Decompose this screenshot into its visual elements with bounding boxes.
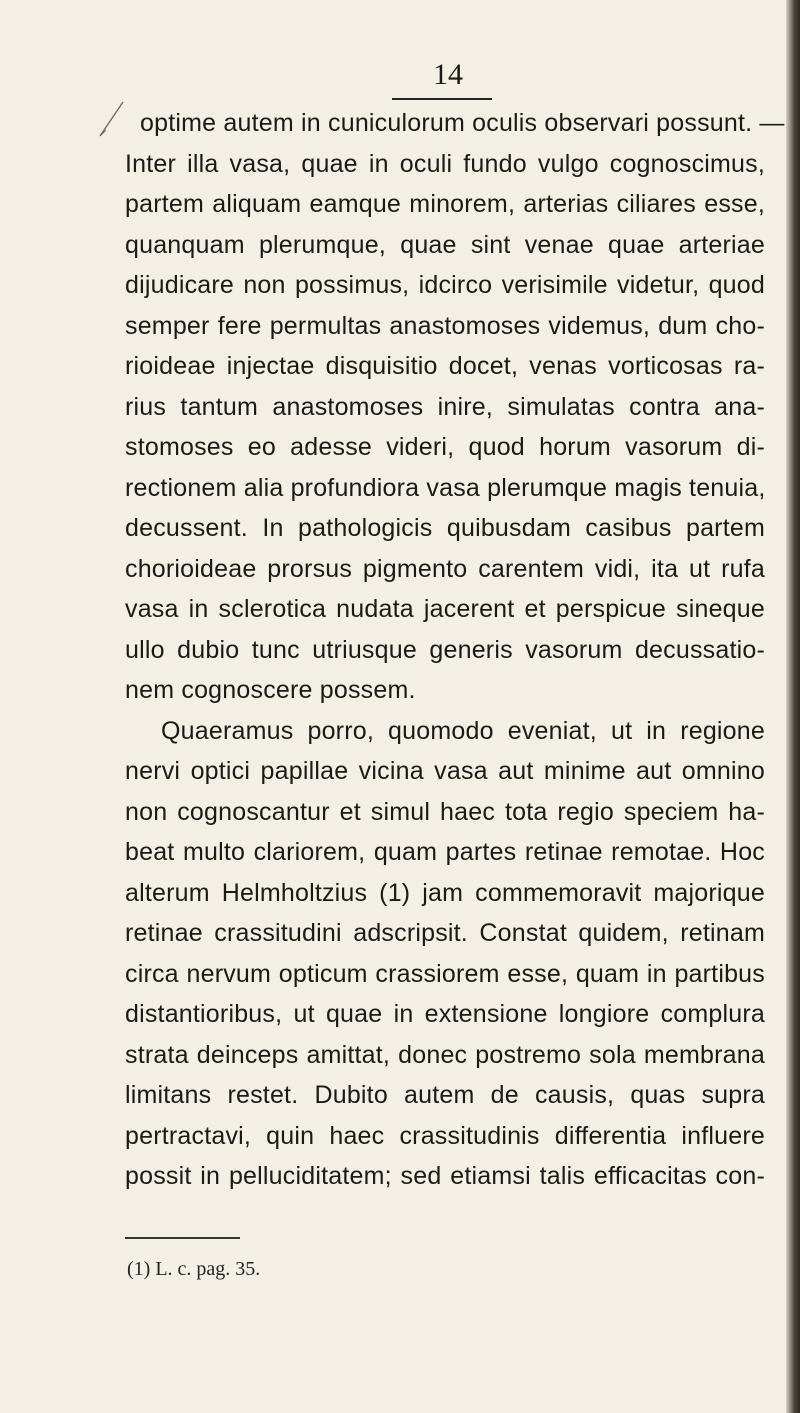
- page-number-rule: [392, 98, 492, 100]
- text-line: beat multo clariorem, quam partes retinae remotae. Hoc: [125, 838, 765, 866]
- text-line: alterum Helmholtzius (1) jam commemoravit majorique: [125, 878, 765, 907]
- text-line: Quaeramus porro, quomodo eveniat, ut in regione: [161, 716, 765, 745]
- text-line: semper fere permultas anastomoses videmus, dum cho-: [125, 311, 765, 340]
- text-line: dijudicare non possimus, idcirco verisimile videtur, quod: [125, 271, 765, 299]
- text-line: chorioideae prorsus pigmento carentem vidi, ita ut rufa: [125, 554, 765, 583]
- text-line: stomoses eo adesse videri, quod horum vasorum di-: [125, 433, 765, 461]
- text-line: nervi optici papillae vicina vasa aut minime aut omnino: [125, 757, 765, 785]
- text-line: ullo dubio tunc utriusque generis vasorum decussatio-: [125, 635, 765, 664]
- text-line: pertractavi, quin haec crassitudinis differentia influere: [125, 1121, 765, 1150]
- text-line: retinae crassitudini adscripsit. Constat quidem, retinam: [125, 919, 765, 947]
- text-line: vasa in sclerotica nudata jacerent et perspicue sineque: [125, 595, 765, 623]
- text-line: rectionem alia profundiora vasa plerumque magis tenuia,: [125, 473, 766, 502]
- text-line: rius tantum anastomoses inire, simulatas contra ana-: [125, 392, 765, 421]
- text-line: partem aliquam eamque minorem, arterias ciliares esse,: [125, 190, 765, 218]
- text-line: non cognoscantur et simul haec tota regio speciem ha-: [125, 797, 765, 826]
- text-line: optime autem in cuniculorum oculis observari possunt. —: [140, 109, 785, 137]
- margin-pencil-mark: [96, 98, 126, 138]
- main-text: [125, 103, 785, 1197]
- text-line: possit in pelluciditatem; sed etiamsi talis efficacitas con-: [125, 1162, 765, 1190]
- text-line: Inter illa vasa, quae in oculi fundo vulgo cognoscimus,: [125, 149, 765, 178]
- text-line: limitans restet. Dubito autem de causis, quas supra: [125, 1081, 765, 1109]
- binding-edge: [786, 0, 800, 1413]
- text-line: nem cognoscere possem.: [125, 676, 416, 704]
- footnote: (1) L. c. pag. 35.: [127, 1258, 261, 1280]
- text-line: distantioribus, ut quae in extensione longiore complura: [125, 1000, 765, 1028]
- page-number: 14: [433, 58, 463, 91]
- text-line: rioideae injectae disquisitio docet, venas vorticosas ra-: [125, 352, 765, 380]
- text-line: quanquam plerumque, quae sint venae quae arteriae: [125, 230, 765, 259]
- text-line: circa nervum opticum crassiorem esse, quam in partibus: [125, 959, 765, 988]
- footnote-rule: [125, 1237, 240, 1239]
- text-line: decussent. In pathologicis quibusdam casibus partem: [125, 514, 765, 542]
- text-line: strata deinceps amittat, donec postremo sola membrana: [125, 1040, 765, 1069]
